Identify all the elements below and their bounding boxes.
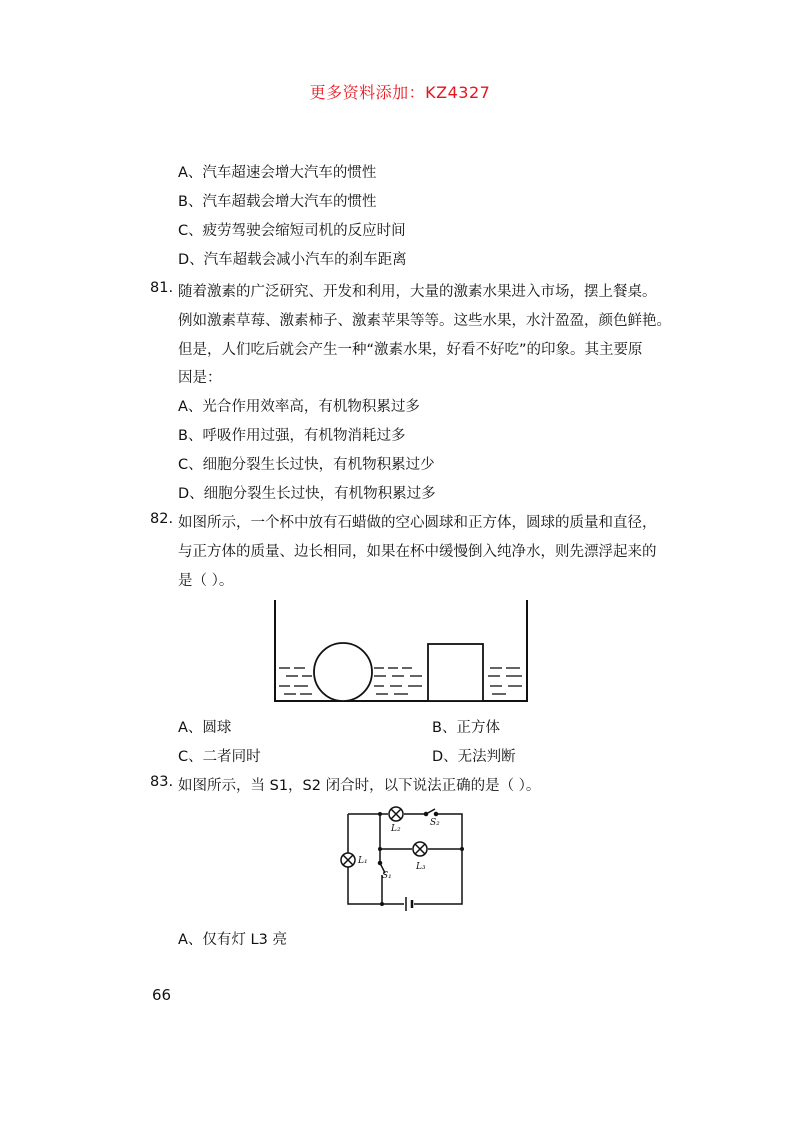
q82-text-line: 如图所示，一个杯中放有石蜡做的空心圆球和正方体，圆球的质量和直径，	[178, 515, 657, 531]
q83-number: 83.	[150, 774, 174, 790]
q82-option-a: A、圆球	[178, 720, 232, 736]
q82-text-line: 与正方体的质量、边长相同，如果在杯中缓慢倒入纯净水，则先漂浮起来的	[178, 544, 657, 560]
q81-text-line: 随着激素的广泛研究、开发和利用，大量的激素水果进入市场，摆上餐桌。	[178, 284, 657, 300]
q80-option-a: A、汽车超速会增大汽车的惯性	[178, 165, 377, 181]
battery-icon	[406, 897, 412, 911]
page-number: 66	[152, 986, 172, 1004]
label-l1: L₁	[358, 856, 368, 866]
q80-option-d: D、汽车超载会减小汽车的刹车距离	[178, 252, 407, 268]
circuit-figure	[340, 805, 470, 915]
sphere	[314, 643, 372, 701]
q80-option-b: B、汽车超载会增大汽车的惯性	[178, 194, 377, 210]
q80-option-c: C、疲劳驾驶会缩短司机的反应时间	[178, 223, 406, 239]
label-l3: L₃	[416, 862, 426, 872]
q82-number: 82.	[150, 511, 174, 527]
q83-option-a: A、仅有灯 L3 亮	[178, 932, 287, 948]
q81-option-d: D、细胞分裂生长过快，有机物积累过多	[178, 486, 436, 502]
lamp-l3-icon	[413, 842, 427, 856]
q82-text-line: 是（ ）。	[178, 573, 234, 589]
q82-option-b: B、正方体	[432, 720, 500, 736]
cube	[428, 644, 483, 701]
cup-figure	[270, 598, 540, 704]
q81-option-c: C、细胞分裂生长过快，有机物积累过少	[178, 457, 435, 473]
q81-text-line: 但是，人们吃后就会产生一种“激素水果，好看不好吃”的印象。其主要原	[178, 342, 643, 358]
label-l2: L₂	[391, 824, 401, 834]
label-s1: S₁	[382, 871, 392, 881]
q83-text: 如图所示，当 S1，S2 闭合时，以下说法正确的是（ ）。	[178, 778, 541, 794]
label-s2: S₂	[430, 818, 440, 828]
q82-option-d: D、无法判断	[432, 749, 516, 765]
lamp-l2-icon	[389, 807, 403, 821]
q81-option-a: A、光合作用效率高，有机物积累过多	[178, 399, 420, 415]
watermark-header: 更多资料添加：KZ4327	[309, 83, 491, 102]
q82-option-c: C、二者同时	[178, 749, 261, 765]
lamp-l1-icon	[341, 853, 355, 867]
q81-text-line: 例如激素草莓、激素柿子、激素苹果等等。这些水果，水汁盈盈，颜色鲜艳。	[178, 313, 671, 329]
q81-text-line: 因是：	[178, 370, 222, 386]
q81-option-b: B、呼吸作用过强，有机物消耗过多	[178, 428, 406, 444]
q81-number: 81.	[150, 280, 174, 296]
